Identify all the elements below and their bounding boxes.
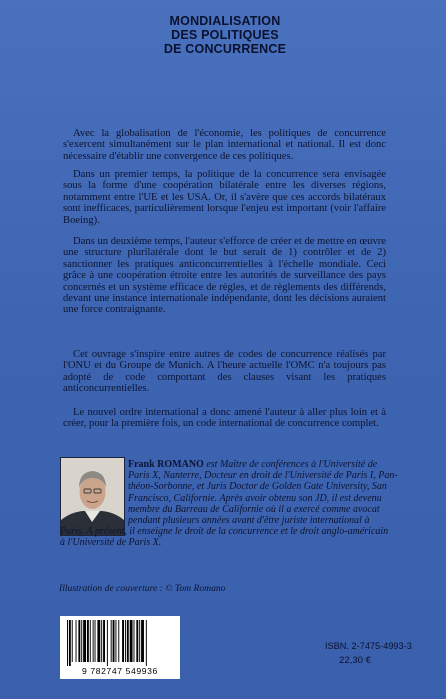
book-title bbox=[150, 14, 300, 56]
barcode-bar bbox=[103, 620, 105, 662]
barcode-digits: 9 782747 549936 bbox=[82, 666, 158, 676]
bio-line-4: Francisco, Californie. Après avoir obtenu son JD, il est devenu bbox=[128, 492, 382, 504]
bio-line-1: Frank ROMANO est Maître de conférences à l'Université de bbox=[128, 459, 378, 470]
title-line-1: MONDIALISATION bbox=[169, 14, 281, 28]
barcode-bar bbox=[87, 620, 89, 662]
paragraph-conclusion: Le nouvel ordre international a donc amené l'auteur à aller plus loin et à créer, pour la première fois, un code international de concurrence complet. bbox=[63, 407, 386, 430]
bio-line-3: théon-Sorbonne, et Juris Doctor de Golden Gate University, San bbox=[128, 481, 387, 493]
barcode-bar bbox=[125, 620, 126, 662]
bio-line-2: Paris X, Nanterre, Docteur en droit de l'Université de Paris I, Pan- bbox=[128, 470, 398, 482]
paragraph-intro: Avec la globalisation de l'économie, les politiques de concurrence s'exercent simultanément sur le plan international et national. Il est donc nécessaire d'établir une convergence de ces politiques. bbox=[63, 128, 386, 162]
barcode-bar bbox=[127, 620, 129, 662]
barcode-bar bbox=[90, 620, 91, 662]
paragraph-first-stage: Dans un premier temps, la politique de la concurrence sera envisagée sous la forme d'une coopération bilatérale entre les diverses régions, notamment entre l'UE et les USA. Or, il s'avère que ces accords bilatéraux sont inefficaces, particulièrement lorsque l'enjeu est important (voir l'affaire Boeing). bbox=[63, 169, 386, 226]
title-line-3: DE CONCURRENCE bbox=[163, 42, 287, 56]
barcode-bar bbox=[83, 620, 86, 662]
barcode-bars bbox=[66, 620, 174, 666]
barcode-bar bbox=[136, 620, 138, 662]
barcode-bar bbox=[67, 620, 68, 666]
barcode-bar bbox=[72, 620, 73, 662]
paragraph-second-stage: Dans un deuxième temps, l'auteur s'efforce de créer et de mettre en œuvre une structure plurilatérale dont le but serait de 1) contrôler et de 2) sanctionner les pratiques anticoncurrentielles à l'échelle mondiale. Ceci grâce à une coopération étroite entre les autorités de surveillance des pays concernés et un système efficace de règles, et de règlements des différends, devant une instance internationale indépendante, dont les décisions auraient une force contraignante. bbox=[63, 236, 386, 316]
author-bio bbox=[60, 459, 398, 549]
title-line-2: DES POLITIQUES bbox=[171, 28, 279, 42]
bio-line-5: membre du Barreau de Californie où il a exercé comme avocat bbox=[128, 503, 380, 515]
barcode-bar bbox=[76, 620, 77, 662]
cover-illustration-credit: Illustration de couverture : © Tom Romano bbox=[59, 583, 226, 594]
barcode-bar bbox=[122, 620, 124, 662]
barcode bbox=[60, 616, 180, 679]
price: 22,30 € bbox=[339, 655, 372, 666]
barcode-bar bbox=[115, 620, 116, 662]
bio-line-6: pendant plusieurs années avant d'être juriste international à bbox=[128, 515, 370, 527]
barcode-bar bbox=[81, 620, 82, 662]
barcode-bar bbox=[141, 620, 144, 662]
barcode-bar bbox=[146, 620, 147, 666]
barcode-bar bbox=[93, 620, 94, 662]
barcode-bar bbox=[107, 620, 108, 666]
bio-line-8: à l'Université de Paris X. bbox=[60, 537, 162, 549]
isbn: ISBN. 2-7475-4993-3 bbox=[325, 641, 412, 651]
barcode-bar bbox=[130, 620, 133, 662]
barcode-bar bbox=[118, 620, 119, 662]
barcode-bar bbox=[111, 620, 112, 662]
barcode-bar bbox=[134, 620, 135, 662]
barcode-bar bbox=[97, 620, 100, 662]
barcode-bar bbox=[69, 620, 71, 666]
barcode-bar bbox=[101, 620, 102, 662]
barcode-bar bbox=[95, 620, 96, 662]
barcode-bar bbox=[139, 620, 140, 662]
bio-line-7: Paris. A présent, il enseigne le droit de la concurrence et le droit anglo-américain bbox=[60, 526, 389, 538]
author-name: Frank ROMANO bbox=[128, 459, 204, 470]
paragraph-sources: Cet ouvrage s'inspire entre autres de codes de concurrence réalisés par l'ONU et du Groupe de Munich. A l'heure actuelle l'OMC n'a toujours pas adopté de code comportant des clauses visant les pratiques anticoncurrentielles. bbox=[63, 349, 386, 395]
barcode-bar bbox=[113, 620, 115, 662]
barcode-bar bbox=[78, 620, 80, 662]
